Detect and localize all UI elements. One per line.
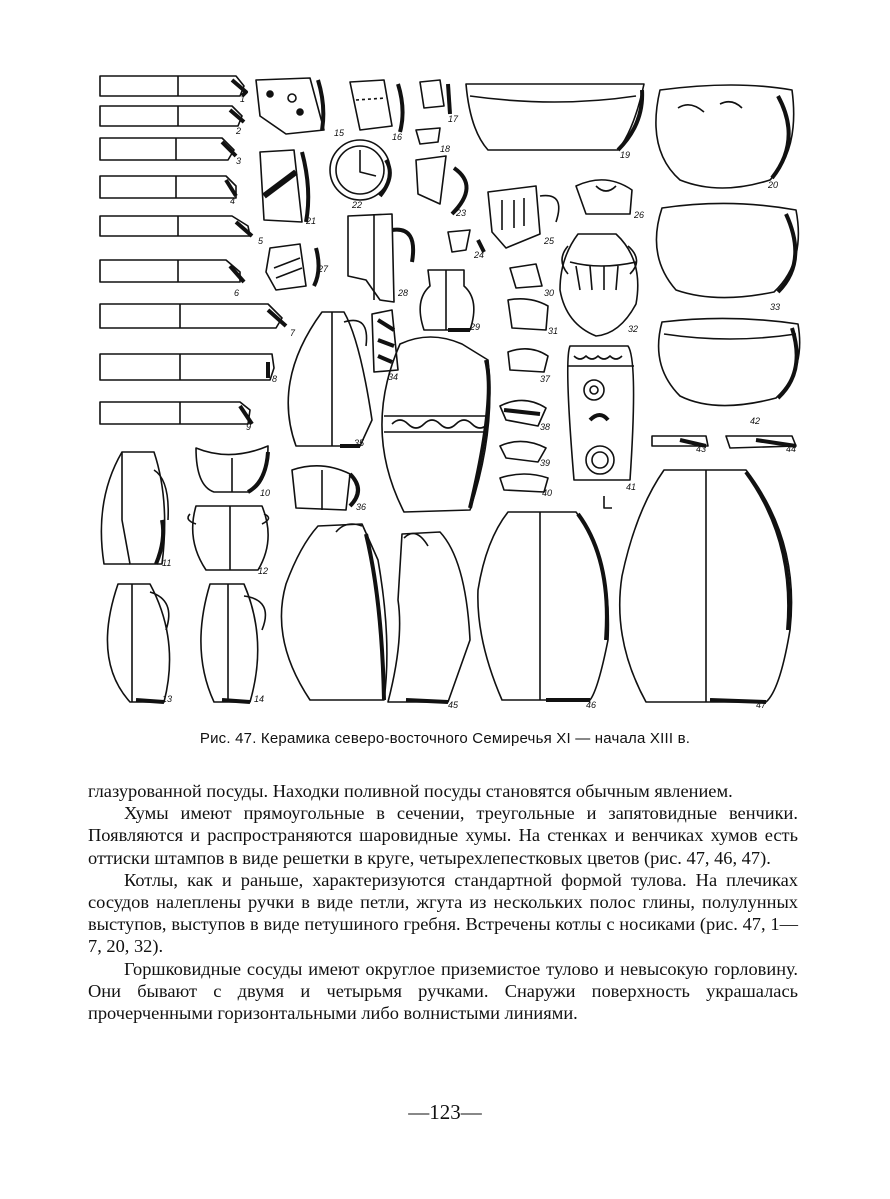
item-number: 10 bbox=[260, 488, 271, 498]
small-vessels bbox=[101, 446, 271, 702]
item-number: 23 bbox=[456, 208, 467, 218]
item-number: 7 bbox=[290, 328, 296, 338]
item-number: 24 bbox=[474, 250, 485, 260]
item-number: 13 bbox=[162, 694, 173, 704]
item-number: 15 bbox=[334, 128, 345, 138]
decorated-sherds bbox=[256, 78, 484, 290]
item-number: 29 bbox=[470, 322, 481, 332]
item-number: 11 bbox=[162, 558, 172, 568]
paragraph: Котлы, как и раньше, характеризуются стандартной формой тулова. На плечиках сосудов налеплены ручки в виде петли, жгута из нескольких полос глины, полулунных выступов, выступов в виде петушиного гребня. Встречены котлы с носиками (рис. 47, 1—7, 20, 32). bbox=[88, 869, 798, 957]
item-number: 39 bbox=[540, 458, 551, 468]
item-number: 19 bbox=[620, 150, 631, 160]
item-number: 9 bbox=[246, 422, 252, 432]
item-number: 2 bbox=[236, 126, 242, 136]
item-number: 32 bbox=[628, 324, 639, 334]
item-number: 26 bbox=[634, 210, 645, 220]
item-number: 41 bbox=[626, 482, 637, 492]
item-number: 3 bbox=[236, 156, 242, 166]
item-number: 5 bbox=[258, 236, 264, 246]
item-number: 44 bbox=[786, 444, 797, 454]
handles-and-glazed bbox=[288, 310, 637, 512]
body-text bbox=[88, 780, 798, 1024]
item-number: 18 bbox=[440, 144, 451, 154]
paragraph: Горшковидные сосуды имеют округлое приземистое тулово и невысокую горловину. Они бывают с двумя и четырьмя ручками. Снаружи поверхность украшалась прочерченными горизонтальными либо волнистыми линиями. bbox=[88, 958, 798, 1024]
item-number: 8 bbox=[272, 374, 278, 384]
item-number: 14 bbox=[254, 694, 265, 704]
item-number: 43 bbox=[696, 444, 707, 454]
page-number: —123— bbox=[408, 1100, 482, 1124]
item-number: 47 bbox=[756, 700, 767, 710]
item-number: 22 bbox=[352, 200, 363, 210]
item-number: 17 bbox=[448, 114, 459, 124]
item-number: 34 bbox=[388, 372, 399, 382]
item-number: 38 bbox=[540, 422, 551, 432]
paragraph: глазурованной посуды. Находки поливной посуды становятся обычным явлением. bbox=[88, 781, 733, 801]
item-number: 28 bbox=[398, 288, 409, 298]
item-number: 1 bbox=[240, 94, 246, 104]
item-number: 30 bbox=[544, 288, 555, 298]
item-number: 46 bbox=[586, 700, 597, 710]
item-number: 27 bbox=[318, 264, 329, 274]
figure-caption: Рис. 47. Керамика северо-восточного Семиречья XI — начала XIII в. bbox=[199, 730, 691, 747]
item-number: 12 bbox=[258, 566, 269, 576]
paragraph: Хумы имеют прямоугольные в сечении, треугольные и запятовидные венчики. Появляются и распространяются шаровидные хумы. На стенках и венчиках хумов есть оттиски штампов в виде решетки в круге, четырехлепестковых цветов (рис. 47, 46, 47). bbox=[88, 803, 798, 868]
item-number: 42 bbox=[750, 416, 761, 426]
item-number: 36 bbox=[356, 502, 367, 512]
item-number: 6 bbox=[234, 288, 240, 298]
item-number: 35 bbox=[354, 438, 365, 448]
item-number: 33 bbox=[770, 302, 781, 312]
item-number: 31 bbox=[548, 326, 559, 336]
item-number: 4 bbox=[230, 196, 236, 206]
item-number: 21 bbox=[306, 216, 317, 226]
item-number: 40 bbox=[542, 488, 553, 498]
item-number: 25 bbox=[544, 236, 555, 246]
item-number: 20 bbox=[768, 180, 779, 190]
item-number: 37 bbox=[540, 374, 551, 384]
item-number: 16 bbox=[392, 132, 403, 142]
item-number: 45 bbox=[448, 700, 459, 710]
rim-profiles bbox=[100, 76, 286, 424]
